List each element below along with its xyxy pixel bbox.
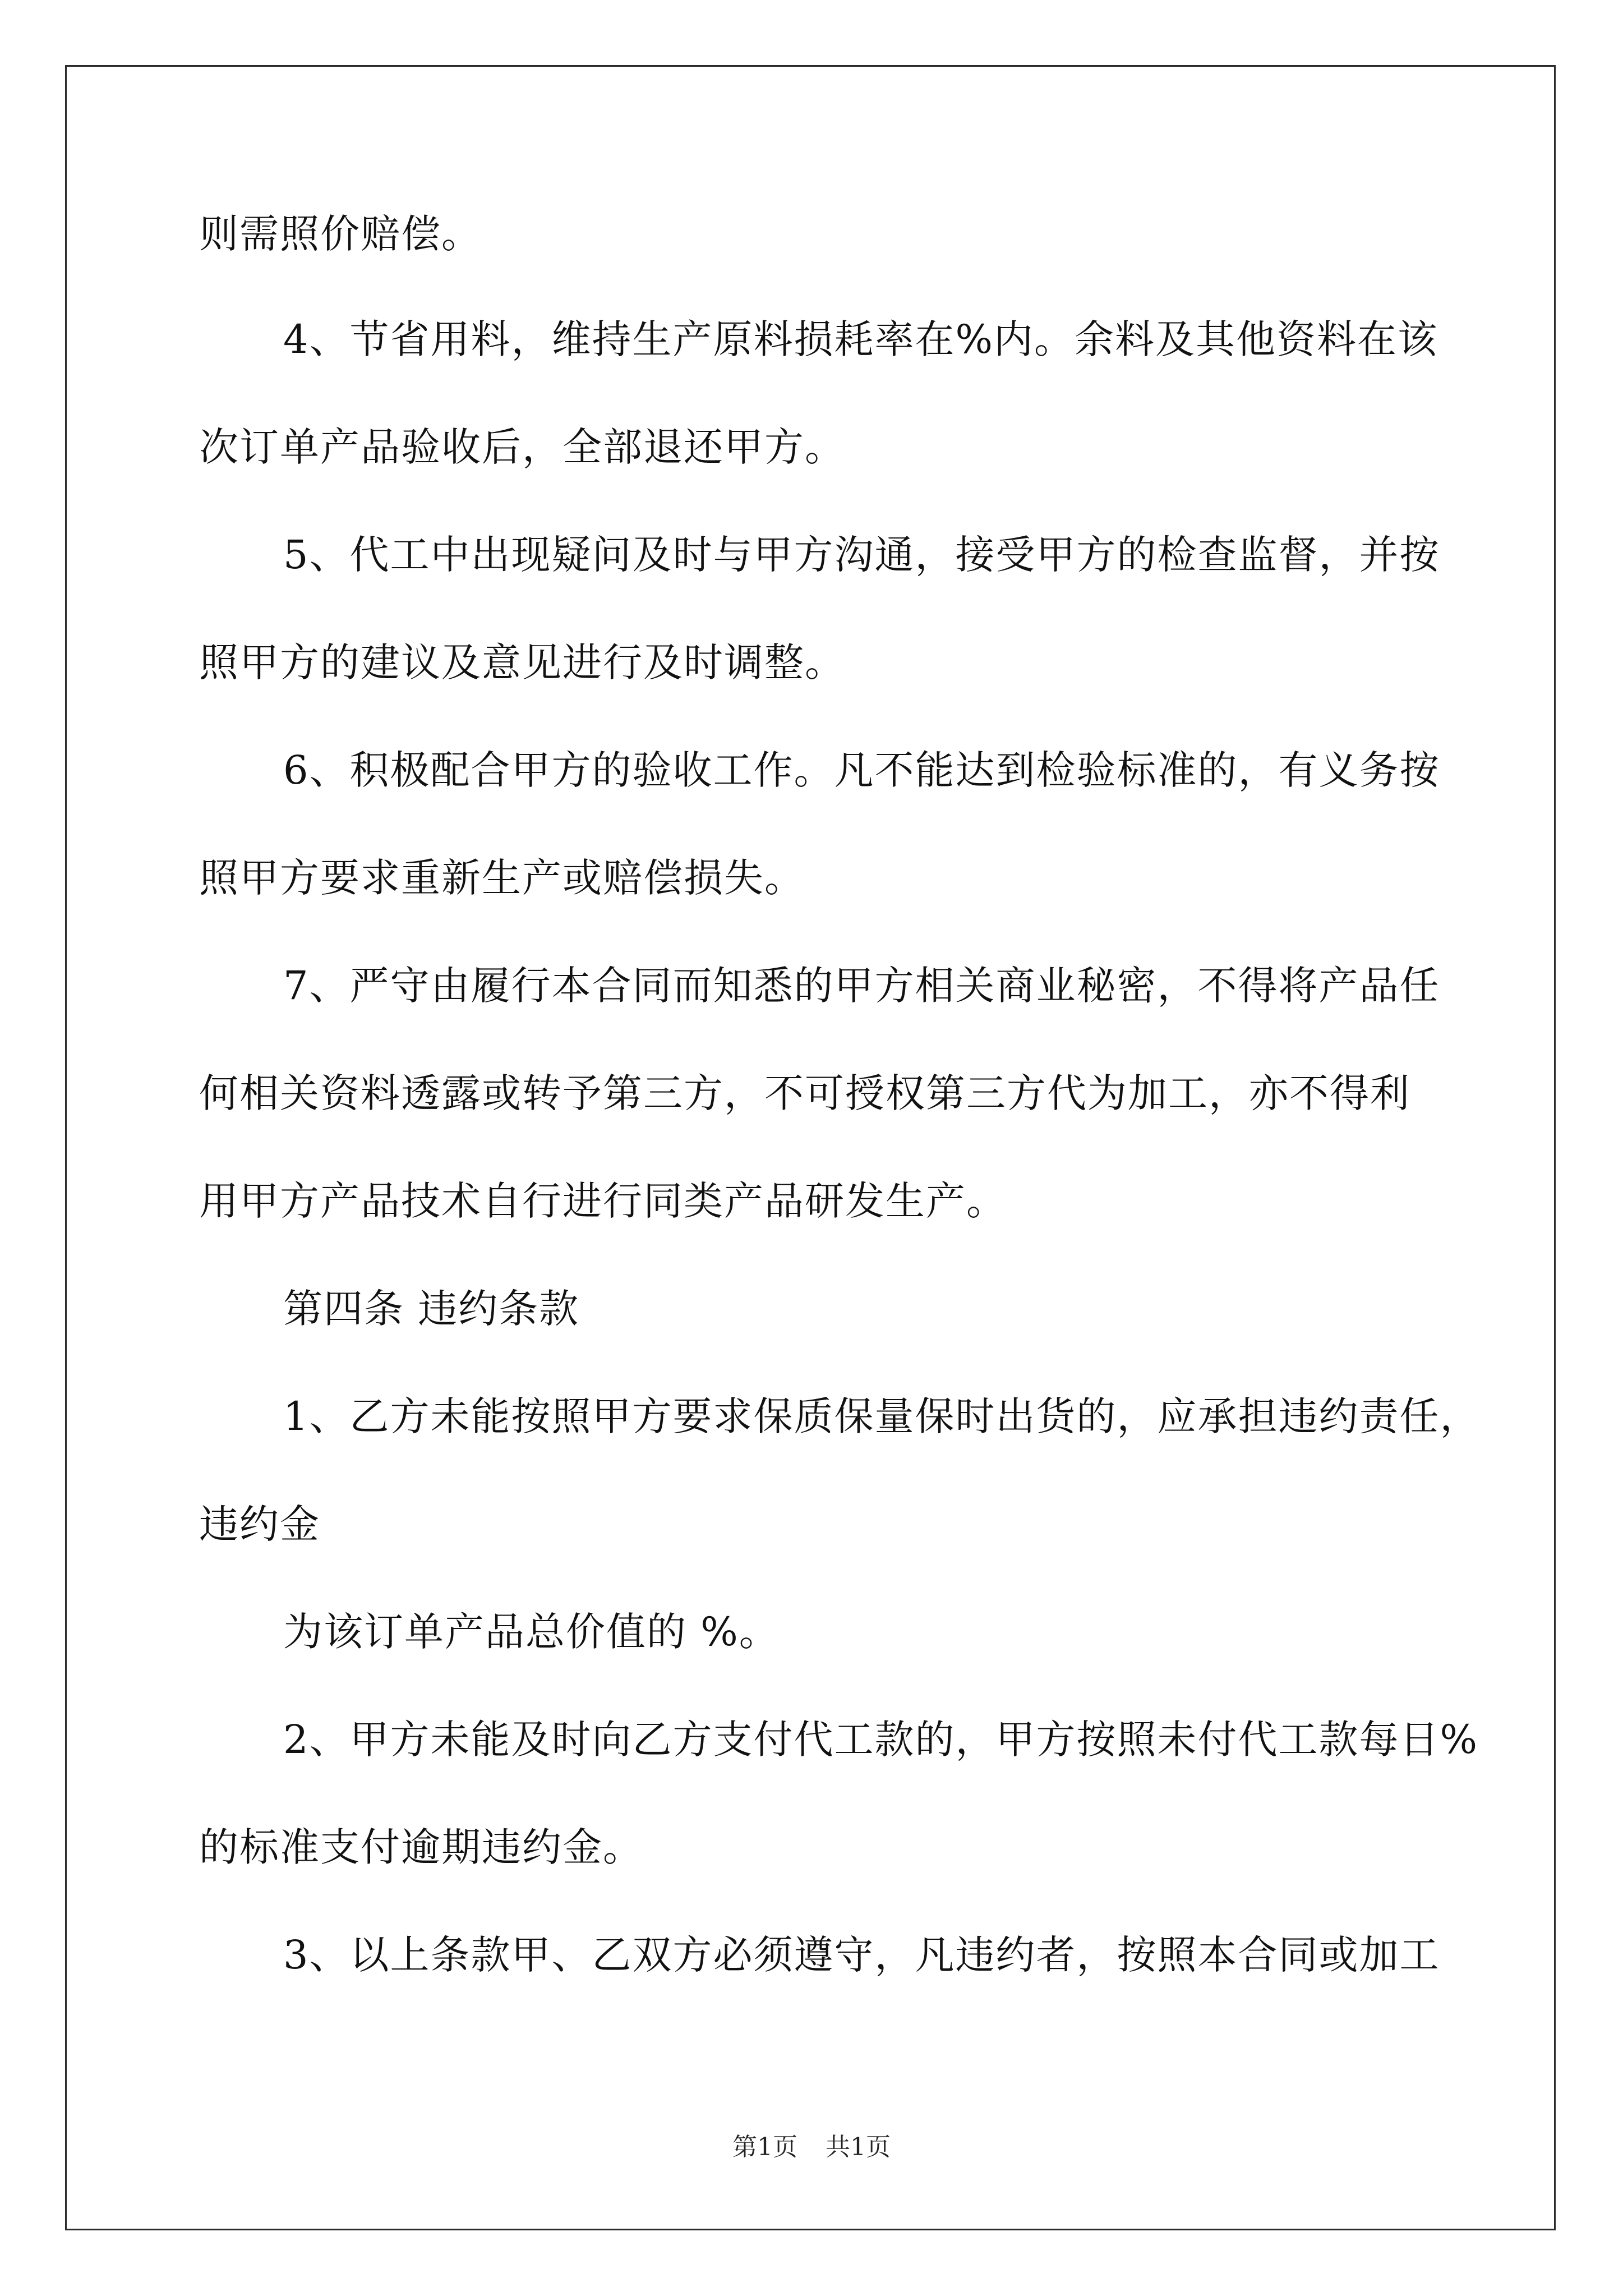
text-line: 用甲方产品技术自行进行同类产品研发生产。 (199, 1178, 1007, 1224)
text-line: 1、乙方未能按照甲方要求保质保量保时出货的，应承担违约责任， (283, 1393, 1481, 1439)
text-line: 违约金 (199, 1501, 320, 1547)
text-line: 则需照价赔偿。 (199, 211, 482, 257)
page-total: 共1页 (826, 2133, 891, 2161)
page-number: 第1页 (732, 2133, 797, 2161)
section-heading: 第四条 违约条款 (283, 1286, 580, 1332)
text-line: 照甲方的建议及意见进行及时调整。 (199, 639, 845, 685)
text-line: 的标准支付逾期违约金。 (199, 1824, 643, 1870)
page-footer (0, 2132, 1623, 2163)
text-line: 6、积极配合甲方的验收工作。凡不能达到检验标准的，有义务按 (283, 747, 1440, 793)
text-line: 7、严守由履行本合同而知悉的甲方相关商业秘密，不得将产品任 (283, 963, 1440, 1009)
text-line: 为该订单产品总价值的 %。 (283, 1609, 780, 1655)
text-line: 何相关资料透露或转予第三方，不可授权第三方代为加工，亦不得利 (199, 1070, 1410, 1116)
page-border (65, 65, 1556, 2230)
text-line: 2、甲方未能及时向乙方支付代工款的，甲方按照未付代工款每日% (283, 1717, 1479, 1763)
text-line: 照甲方要求重新生产或赔偿损失。 (199, 855, 805, 901)
text-line: 5、代工中出现疑问及时与甲方沟通，接受甲方的检查监督，并按 (283, 532, 1440, 578)
text-line: 4、节省用料，维持生产原料损耗率在%内。余料及其他资料在该 (283, 316, 1438, 362)
text-line: 3、以上条款甲、乙双方必须遵守，凡违约者，按照本合同或加工 (283, 1932, 1440, 1978)
text-line: 次订单产品验收后，全部退还甲方。 (199, 424, 845, 470)
